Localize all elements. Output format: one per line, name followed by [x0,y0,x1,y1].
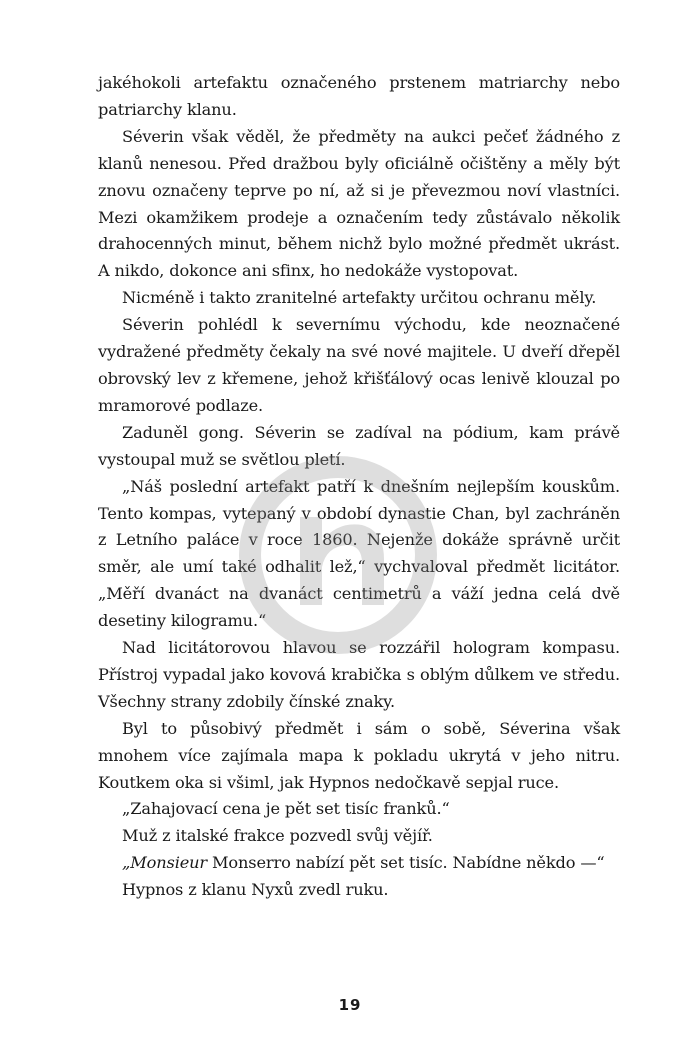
paragraph-4: Séverin pohlédl k severnímu východu, kde neoznačené vydražené předměty čekaly na své nové majitele. U dveří dřepěl obrovský lev z křemene, jehož křišťálový ocas lenivě klouzal po mramorové podlaze. [98,315,620,415]
paragraph-8: Byl to působivý předmět i sám o sobě, Séverina však mnohem více zajímala mapa k pokladu ukrytá v jeho nitru. Koutkem oka si všiml, jak Hypnos nedočkavě sepjal ruce. [98,718,620,792]
paragraph-11-rest: Monserro nabízí pět set tisíc. Nabídne někdo —“ [207,853,605,873]
paragraph-12: Hypnos z klanu Nyxů zvedl ruku. [122,880,389,900]
book-page-text [98,70,620,904]
paragraph-3: Nicméně i takto zranitelné artefakty určitou ochranu měly. [122,288,597,308]
italic-monsieur: „Monsieur [122,853,208,873]
paragraph-9: „Zahajovací cena je pět set tisíc franků.“ [122,799,450,819]
paragraph-11 [98,850,620,877]
page-number: 19 [338,996,362,1014]
paragraph-10: Muž z italské frakce pozvedl svůj vějíř. [122,826,433,846]
paragraph-7: Nad licitátorovou hlavou se rozzářil hologram kompasu. Přístroj vypadal jako kovová krabička s oblým důlkem ve středu. Všechny strany zdobily čínské znaky. [98,638,620,711]
paragraph-2: Séverin však věděl, že předměty na aukci pečeť žádného z klanů nenesou. Před dražbou byly oficiálně očištěny a měly být znovu označeny teprve po ní, až si je převezmou noví vlastníci. Mezi okamžikem prodeje a označením tedy zůstávalo několik drahocenných minut, během nichž bylo možné předmět ukrást. A nikdo, dokonce ani sfinx, ho nedokáže vystopovat. [98,126,620,281]
paragraph-6: „Náš poslední artefakt patří k dnešním nejlepším kouskům. Tento kompas, vytepaný v období dynastie Chan, byl zachráněn z Letního paláce v roce 1860. Nejenže dokáže správně určit směr, ale umí také odhalit lež,“ vychvaloval předmět licitátor. „Měří dvanáct na dvanáct centimetrů a váží jedna celá dvě desetiny kilogramu.“ [98,476,620,631]
paragraph-1: jakéhokoli artefaktu označeného prstenem matriarchy nebo patriarchy klanu. [98,73,620,119]
paragraph-5: Zaduněl gong. Séverin se zadíval na pódium, kam právě vystoupal muž se světlou pletí. [98,422,620,469]
